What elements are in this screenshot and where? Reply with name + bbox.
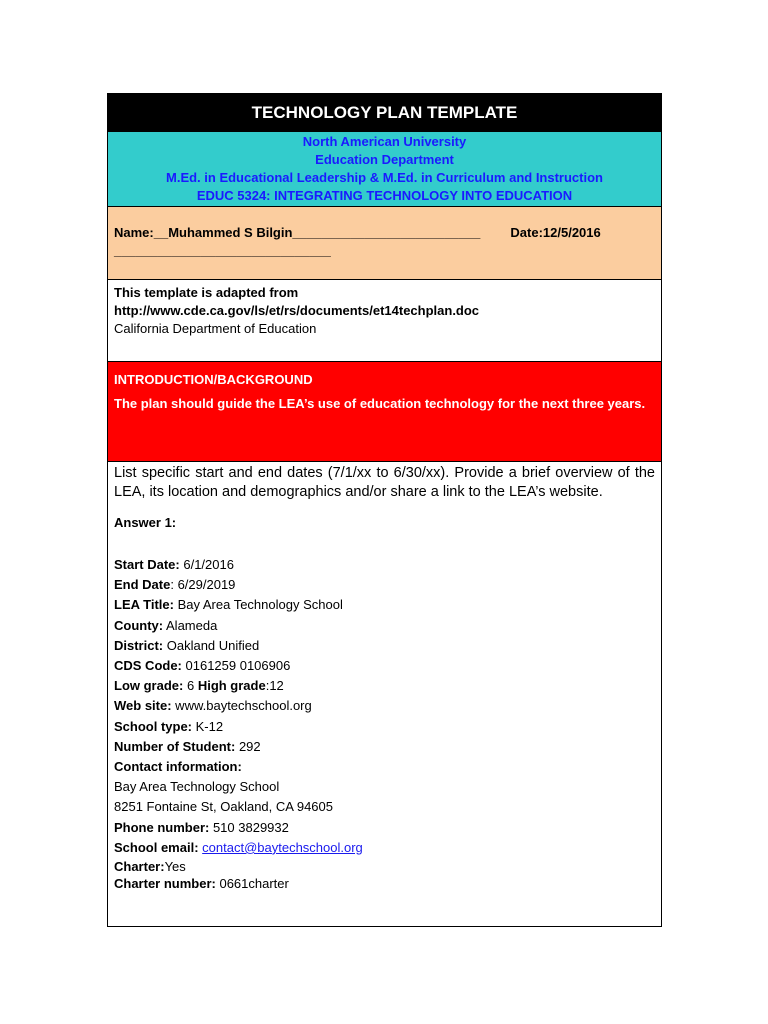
name-underline: ______________________________ <box>114 243 331 258</box>
source-url: http://www.cde.ca.gov/ls/et/rs/documents/et14techplan.doc <box>114 303 480 318</box>
email-link[interactable]: contact@baytechschool.org <box>202 839 363 855</box>
contact-address: 8251 Fontaine St, Oakland, CA 94605 <box>114 799 333 815</box>
course-name: EDUC 5324: INTEGRATING TECHNOLOGY INTO EDUCATION <box>196 188 573 203</box>
charter-number-field: Charter number: 0661charter <box>114 876 289 892</box>
lea-title-field: LEA Title: Bay Area Technology School <box>114 597 343 613</box>
intro-text: The plan should guide the LEA’s use of education technology for the next three years. <box>114 396 646 411</box>
source-intro: This template is adapted from <box>114 285 299 300</box>
county-field: County: Alameda <box>114 617 218 633</box>
title-row <box>108 94 661 132</box>
intro-heading: INTRODUCTION/BACKGROUND <box>114 372 313 387</box>
page-title: TECHNOLOGY PLAN TEMPLATE <box>251 102 518 122</box>
contact-heading: Contact information: <box>114 759 242 775</box>
source-organization: California Department of Education <box>114 321 317 336</box>
source-note <box>108 280 661 362</box>
end-date-field: End Date: 6/29/2019 <box>114 577 236 593</box>
answer-section <box>108 462 661 926</box>
name-field: Name:__Muhammed S Bilgin__________________________ <box>114 225 481 240</box>
email-field: School email: contact@baytechschool.org <box>114 839 363 855</box>
department-name: Education Department <box>315 152 454 167</box>
charter-field: Charter:Yes <box>114 859 186 875</box>
student-count-field: Number of Student: 292 <box>114 738 261 754</box>
university-header <box>108 132 661 207</box>
district-field: District: Oakland Unified <box>114 637 260 653</box>
grade-range-field: Low grade: 6 High grade:12 <box>114 678 284 694</box>
website-field: Web site: www.baytechschool.org <box>114 698 312 714</box>
date-field: Date:12/5/2016 <box>510 225 601 240</box>
university-name: North American University <box>302 134 467 149</box>
instructions-text: List specific start and end dates (7/1/xx to 6/30/xx). Provide a brief overview of the LEA, its location and demographics and/or share a link to the LEA’s website. <box>114 465 655 500</box>
phone-field: Phone number: 510 3829932 <box>114 819 289 835</box>
answer-title: Answer 1: <box>114 515 177 530</box>
contact-name: Bay Area Technology School <box>114 779 280 795</box>
program-name: M.Ed. in Educational Leadership & M.Ed. in Curriculum and Instruction <box>166 170 603 185</box>
name-date-line <box>114 224 655 242</box>
cds-code-field: CDS Code: 0161259 0106906 <box>114 658 291 674</box>
name-section <box>108 207 661 280</box>
introduction-section <box>108 362 661 462</box>
technology-plan-table <box>107 93 662 927</box>
start-date-field: Start Date: 6/1/2016 <box>114 557 234 572</box>
school-type-field: School type: K-12 <box>114 718 224 734</box>
